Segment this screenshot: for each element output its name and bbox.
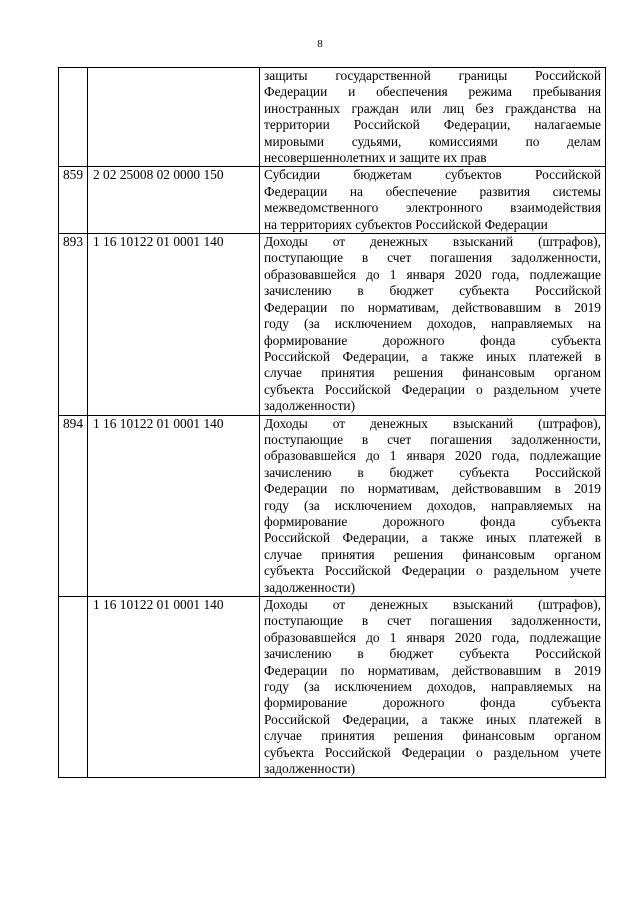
description-line: территории Российской Федерации, налагаемые [264, 117, 601, 133]
description-line: случае принятия решения финансовым органом [264, 365, 601, 381]
description-cell [260, 167, 606, 234]
description-line: году (за исключением доходов, направляемых на [264, 679, 601, 695]
table-row [59, 597, 606, 778]
row-number-cell [59, 597, 88, 778]
row-number-cell: 893 [59, 234, 88, 415]
description-line: формирование дорожного фонда субъекта [264, 513, 601, 529]
budget-code-cell: 1 16 10122 01 0001 140 [88, 415, 260, 596]
description-line: Российской Федерации, а также иных платежей в [264, 348, 601, 364]
description-line: Федерации по нормативам, действовавшим в 2019 [264, 481, 601, 497]
description-line: на территориях субъектов Российской Федерации [264, 216, 548, 232]
description-line: Российской Федерации, а также иных платежей в [264, 711, 601, 727]
description-line: образовавшейся до 1 января 2020 года, подлежащие [264, 448, 601, 464]
description-line: формирование дорожного фонда субъекта [264, 332, 601, 348]
description-line: задолженности) [264, 579, 356, 595]
description-line: зачислению в бюджет субъекта Российской [264, 646, 601, 662]
description-line: поступающие в счет погашения задолженности, [264, 613, 601, 629]
description-line: случае принятия решения финансовым органом [264, 728, 601, 744]
description-line: задолженности) [264, 761, 356, 777]
description-line: субъекта Российской Федерации о раздельном учете [264, 563, 601, 579]
description-line: Субсидии бюджетам субъектов Российской [264, 167, 601, 183]
description-line: случае принятия решения финансовым органом [264, 546, 601, 562]
description-line: зачислению в бюджет субъекта Российской [264, 283, 601, 299]
description-line: Федерации на обеспечение развития системы [264, 183, 601, 199]
description-line: иностранных граждан или лиц без гражданства на [264, 100, 601, 116]
description-line: мировыми судьями, комиссиями по делам [264, 133, 601, 149]
description-line: субъекта Российской Федерации о раздельном учете [264, 744, 601, 760]
revenue-code-table [58, 67, 606, 778]
description-line: Федерации по нормативам, действовавшим в 2019 [264, 662, 601, 678]
description-line: несовершеннолетних и защите их прав [264, 150, 487, 166]
description-cell [260, 68, 606, 167]
description-line: поступающие в счет погашения задолженности, [264, 431, 601, 447]
page-number: 8 [317, 38, 323, 50]
description-line: формирование дорожного фонда субъекта [264, 695, 601, 711]
budget-code-cell [88, 68, 260, 167]
description-cell [260, 234, 606, 415]
description-line: Федерации по нормативам, действовавшим в 2019 [264, 299, 601, 315]
budget-code-cell: 1 16 10122 01 0001 140 [88, 234, 260, 415]
description-line: году (за исключением доходов, направляемых на [264, 497, 601, 513]
row-number-cell: 859 [59, 167, 88, 234]
description-cell [260, 415, 606, 596]
table-row [59, 234, 606, 415]
description-line: межведомственного электронного взаимодействия [264, 200, 601, 216]
description-line: зачислению в бюджет субъекта Российской [264, 464, 601, 480]
description-line: году (за исключением доходов, направляемых на [264, 316, 601, 332]
description-line: Доходы от денежных взысканий (штрафов), [264, 597, 601, 612]
description-line: Доходы от денежных взысканий (штрафов), [264, 234, 601, 250]
table-row [59, 167, 606, 234]
description-cell [260, 597, 606, 778]
description-line: Федерации и обеспечения режима пребывания [264, 84, 601, 100]
description-line: образовавшейся до 1 января 2020 года, подлежащие [264, 629, 601, 645]
budget-code-cell: 1 16 10122 01 0001 140 [88, 597, 260, 778]
table-body [59, 68, 606, 778]
description-line: защиты государственной границы Российской [264, 68, 601, 83]
description-line: Российской Федерации, а также иных платежей в [264, 530, 601, 546]
row-number-cell [59, 68, 88, 167]
table-row [59, 415, 606, 596]
description-line: образовавшейся до 1 января 2020 года, подлежащие [264, 266, 601, 282]
description-line: субъекта Российской Федерации о раздельном учете [264, 381, 601, 397]
description-line: Доходы от денежных взысканий (штрафов), [264, 415, 601, 431]
description-line: задолженности) [264, 398, 356, 414]
budget-code-cell: 2 02 25008 02 0000 150 [88, 167, 260, 234]
table-row [59, 68, 606, 167]
description-line: поступающие в счет погашения задолженности, [264, 250, 601, 266]
row-number-cell: 894 [59, 415, 88, 596]
